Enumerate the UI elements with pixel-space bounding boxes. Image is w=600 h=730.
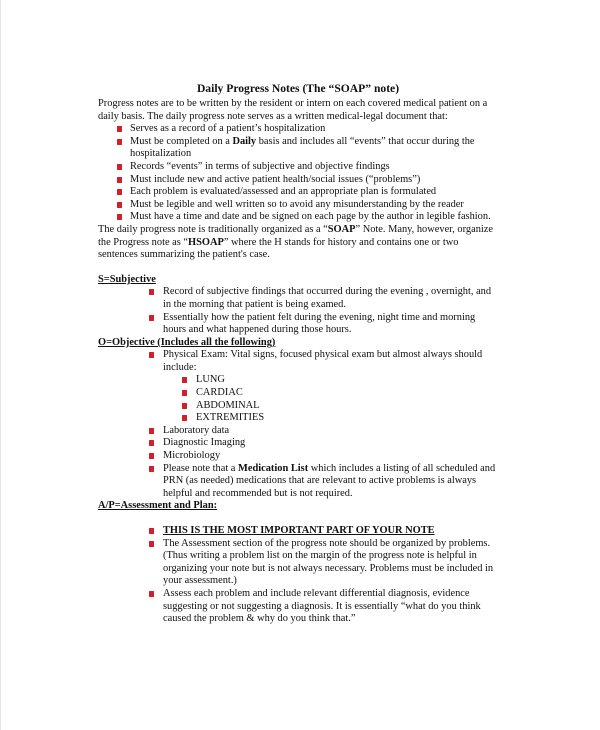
soap-paragraph: The daily progress note is traditionally organized as a “SOAP” Note. Many, however, organize the Progress note as “HSOAP” where the H stands for history and contains one or two sentences summarizing the patient's case.	[98, 223, 493, 261]
red-bullet-icon	[182, 377, 187, 383]
list-item: Please note that a Medication List which includes a listing of all scheduled and PRN (as needed) medications that are relevant to active problems is always helpful and recommended but is not required.	[98, 463, 498, 501]
list-item: Must be completed on a Daily basis and includes all “events” that occur during the hospitalization	[98, 136, 498, 161]
list-item: Must include new and active patient health/social issues (“problems”)	[98, 174, 498, 187]
red-bullet-icon	[149, 315, 154, 321]
list-item: EXTREMITIES	[98, 412, 498, 425]
red-bullet-icon	[149, 541, 154, 547]
list-item: CARDIAC	[98, 387, 498, 400]
red-bullet-icon	[182, 415, 187, 421]
red-bullet-icon	[149, 453, 154, 459]
red-bullet-icon	[117, 164, 122, 170]
assessment-list	[98, 525, 498, 626]
list-item: Assess each problem and include relevant differential diagnosis, evidence suggesting or not suggesting a diagnosis. It is essentially “what do you think caused the problem & why do you think that.”	[98, 588, 498, 626]
list-item: LUNG	[98, 374, 498, 387]
red-bullet-icon	[149, 289, 154, 295]
red-bullet-icon	[149, 440, 154, 446]
exam-sublist	[98, 374, 498, 424]
list-item: Must have a time and date and be signed on each page by the author in legible fashion.	[98, 211, 498, 224]
red-bullet-icon	[182, 390, 187, 396]
document-body	[98, 82, 498, 626]
intro-list	[98, 123, 498, 224]
red-bullet-icon	[149, 352, 154, 358]
assessment-heading: A/P=Assessment and Plan:	[98, 500, 218, 512]
red-bullet-icon	[117, 177, 122, 183]
red-bullet-icon	[149, 591, 154, 597]
red-bullet-icon	[149, 428, 154, 434]
list-item: Serves as a record of a patient’s hospitalization	[98, 123, 498, 136]
list-item: Diagnostic Imaging	[98, 437, 498, 450]
red-bullet-icon	[117, 139, 122, 145]
red-bullet-icon	[149, 466, 154, 472]
subjective-heading: S=Subjective	[98, 273, 156, 285]
list-item: Laboratory data	[98, 425, 498, 438]
subjective-list	[98, 286, 498, 336]
objective-list	[98, 349, 498, 374]
spacer	[98, 262, 498, 274]
list-item: Each problem is evaluated/assessed and an appropriate plan is formulated	[98, 186, 498, 199]
list-item: Essentially how the patient felt during the evening, night time and morning hours and what happened during those hours.	[98, 312, 498, 337]
red-bullet-icon	[117, 214, 122, 220]
red-bullet-icon	[117, 189, 122, 195]
intro-paragraph: Progress notes are to be written by the resident or intern on each covered medical patient on a daily basis. The daily progress note serves as a written medical-legal document that:	[98, 98, 488, 122]
list-item: Must be legible and well written so to avoid any misunderstanding by the reader	[98, 199, 498, 212]
list-item: Physical Exam: Vital signs, focused physical exam but almost always should include:	[98, 349, 498, 374]
objective-list-continued	[98, 425, 498, 501]
page-edge	[0, 0, 1, 730]
spacer	[98, 513, 498, 525]
red-bullet-icon	[182, 403, 187, 409]
list-item: ABDOMINAL	[98, 400, 498, 413]
red-bullet-icon	[117, 126, 122, 132]
red-bullet-icon	[149, 528, 154, 534]
document-title: Daily Progress Notes (The “SOAP” note)	[196, 82, 400, 95]
objective-heading: O=Objective (Includes all the following)	[98, 336, 276, 348]
list-item	[98, 525, 498, 538]
list-item: The Assessment section of the progress note should be organized by problems. (Thus writing a problem list on the margin of the progress note is helpful in organizing your note but is not always necessary. Problems must be included in your assessment.)	[98, 538, 498, 588]
list-item: Records “events” in terms of subjective and objective findings	[98, 161, 498, 174]
red-bullet-icon	[117, 202, 122, 208]
list-item: Microbiology	[98, 450, 498, 463]
important-callout: THIS IS THE MOST IMPORTANT PART OF YOUR NOTE	[163, 525, 435, 536]
list-item: Record of subjective findings that occurred during the evening , overnight, and in the morning that patient is being examed.	[98, 286, 498, 311]
